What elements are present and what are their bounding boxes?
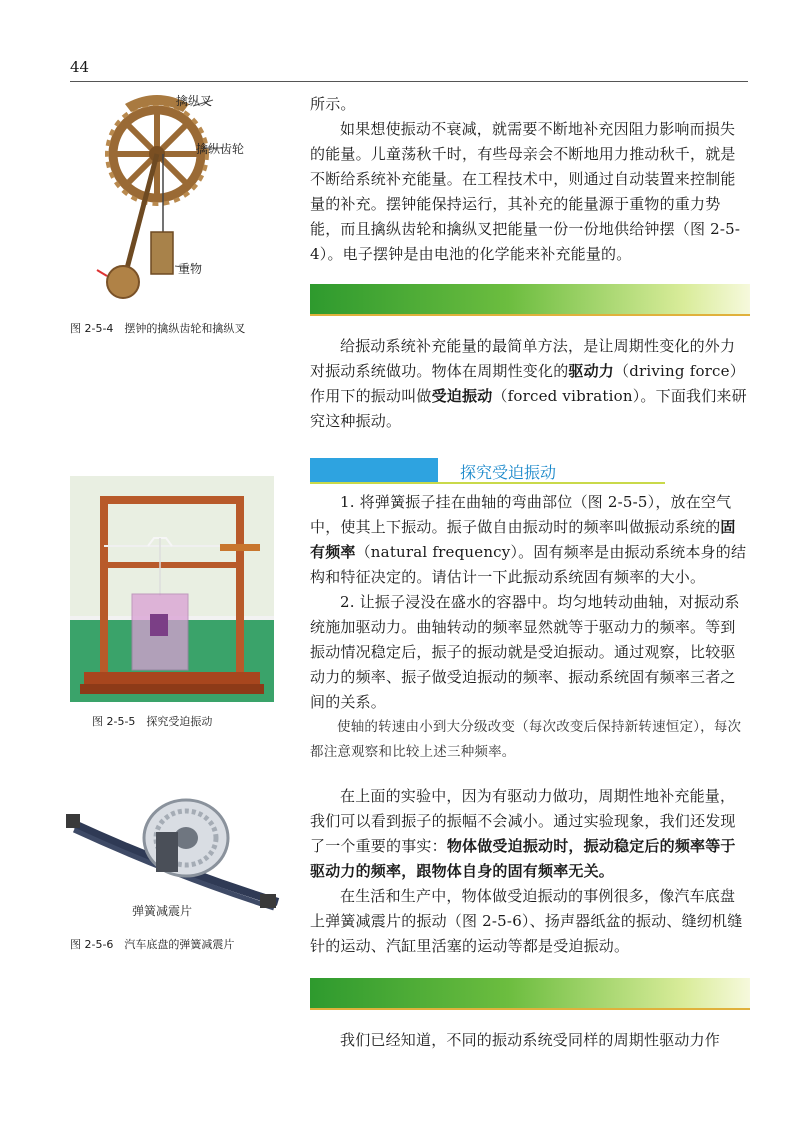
explore-heading-title: 探究受迫振动 [460,463,557,482]
paragraph: 我们已经知道，不同的振动系统受同样的周期性驱动力作 [340,1031,721,1049]
escapement-illustration [85,86,285,316]
experiment-step-2: 2. 让振子浸没在盛水的容器中。均匀地转动曲轴，对振动系统施加驱动力。曲轴转动的频率显然就等于驱动力的频率。等到振动情况稳定后，振子的振动就是受迫振动。通过观察，比较驱动力的频率、振子做受迫振动的频率、振动系统固有频率三者之间的关系。 [310,593,740,711]
explore-heading [310,458,750,484]
motion-arrow [97,270,107,276]
text-block-experiment [310,490,750,765]
paragraph: 如果想使振动不衰减，就需要不断地补充因阻力影响而损失的能量。儿童荡秋千时，有些母亲会不断地用力推动秋千，就是不断给系统补充能量。在工程技术中，则通过自动装置来控制能量的补充。摆钟能保持运行，其补充的能量源于重物的重力势能，而且擒纵齿轮和擒纵叉把能量一份一份地供给钟摆（图 2-5-4）。电子摆钟是由电池的化学能来补充能量的。 [310,120,741,263]
weight-block [151,232,173,274]
paragraph: 所示。 [310,95,356,113]
experiment-hint: 使轴的转速由小到大分级改变（每次改变后保持新转速恒定），每次都注意观察和比较上述三种频率。 [310,719,742,760]
explore-heading-underline [310,482,665,484]
forced-vibration-apparatus-photo [70,476,274,702]
label-escapement-fork: 擒纵叉 [176,94,213,108]
term-natural-frequency: 固有频率 [310,518,736,561]
figure-caption-2-5-5: 图 2-5-5 探究受迫振动 [92,715,213,728]
text-block-conclusion [310,784,750,959]
section-heading-band [310,978,750,1010]
page-number: 44 [70,58,90,76]
pendulum-bob [107,266,139,298]
term-forced-vibration: 受迫振动 [431,387,493,405]
text-block-energy [310,92,750,267]
figure-caption-2-5-4: 图 2-5-4 摆钟的擒纵齿轮和擒纵叉 [70,322,246,335]
explore-heading-block [310,458,438,484]
paragraph-examples: 在生活和生产中，物体做受迫振动的事例很多，像汽车底盘上弹簧减震片的振动（图 2-5-6）、扬声器纸盆的振动、缝纫机缝针的运动、汽缸里活塞的运动等都是受迫振动。 [310,887,743,955]
header-rule [70,81,748,82]
key-conclusion: 物体做受迫振动时，振动稳定后的频率等于驱动力的频率，跟物体自身的固有频率无关。 [310,837,736,880]
experiment-step-1: 1. 将弹簧振子挂在曲轴的弯曲部位（图 2-5-5），放在空气中，使其上下振动。振子做自由振动时的频率叫做振动系统的固有频率（natural frequency）。固有频率是由振动系统本身的结构和特征决定的。请估计一下此振动系统固有频率的大小。 [310,493,747,586]
label-escapement-gear: 擒纵齿轮 [196,142,245,156]
term-driving-force: 驱动力 [568,362,615,380]
figure-caption-2-5-6: 图 2-5-6 汽车底盘的弹簧减震片 [70,938,235,951]
label-leaf-spring: 弹簧减震片 [132,904,193,918]
text-block-forced-vibration [310,334,750,434]
label-weight: 重物 [178,262,203,276]
text-block-resonance-intro [310,1028,750,1053]
paragraph-definition: 给振动系统补充能量的最简单方法，是让周期性变化的外力对振动系统做功。物体在周期性变化的驱动力（driving force）作用下的振动叫做受迫振动（forced vibration）。下面我们来研究这种振动。 [310,337,747,430]
paragraph-conclusion: 在上面的实验中，因为有驱动力做功，周期性地补充能量，我们可以看到振子的振幅不会减小。通过实验现象，我们还发现了一个重要的事实：物体做受迫振动时，振动稳定后的频率等于驱动力的频率，跟物体自身的固有频率无关。 [310,787,736,880]
leaf-spring-illustration [64,792,284,912]
section-heading-band [310,284,750,316]
